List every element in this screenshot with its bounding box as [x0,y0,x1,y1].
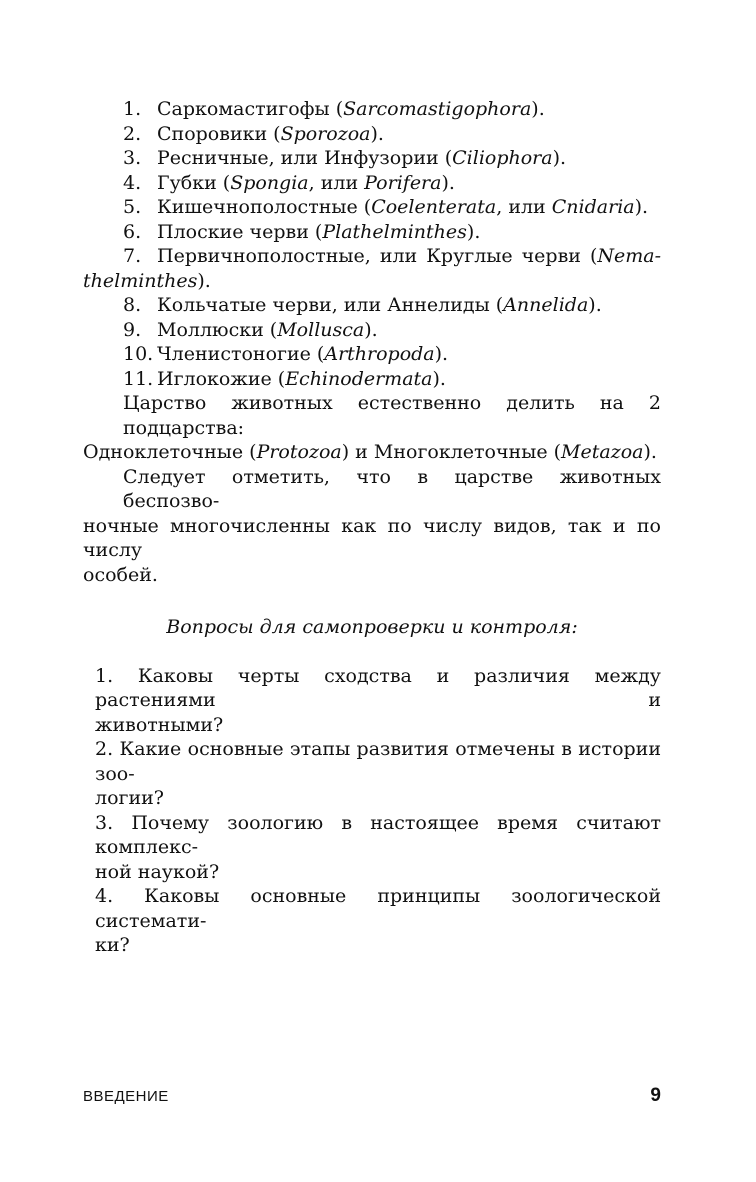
taxon-latin: Ciliophora [452,147,553,169]
taxon-latin: Spongia [230,171,309,194]
list-number: 11. [123,367,154,390]
taxon-name: Кольчатые черви, или Аннелиды [157,294,490,316]
taxa-list-item: 10. Членистоногие (Arthropoda). [123,343,449,365]
question-item [95,811,661,885]
paragraph-line [83,440,661,465]
running-footer-section: ВВЕДЕНИЕ [83,1088,169,1105]
taxon-latin: Annelida [503,294,589,316]
taxa-list-item: 1. Саркомастигофы (Sarcomastigophora). [123,98,545,120]
connector-word: или [508,196,546,218]
taxon-name: Споровики [157,122,268,145]
list-number: 1. [123,98,142,120]
questions-list [83,664,661,958]
taxon-latin: Echinodermata [285,367,433,390]
paragraph-line [83,465,661,514]
taxon-name: Членистоногие [157,343,311,365]
taxon-latin: Protozoa [256,441,342,463]
taxon-latin: Metazoa [561,441,644,463]
taxon-latin: Arthropoda [324,343,435,365]
questions-heading: Вопросы для самопроверки и контроля: [166,616,578,638]
taxon-name: Моллюски [157,318,264,341]
taxon-latin-continued: thelminthes [83,269,198,292]
page-footer [83,1085,661,1107]
taxa-list-item: 11. Иглокожие (Echinodermata). [123,367,446,390]
taxa-list-item: 2. Споровики (Sporozoa). [123,122,384,145]
list-number: 10. [123,343,154,365]
taxa-list-item: 5. Кишечнополостные (Coelenterata, или Cnidaria). [123,196,649,218]
taxon-latin-alt: Porifera [364,171,442,194]
list-number: 6. [123,220,142,243]
question-line: 3. Почему зоологию в настоящее время считают комплекс- [95,811,661,858]
taxon-latin-alt: Cnidaria [551,196,635,218]
taxon-name: Губки [157,171,217,194]
paragraph-text: Одноклеточные ( [83,441,257,463]
paragraph-text: Следует отметить, что в царстве животных беспозво- [123,465,661,512]
paragraph-line [83,391,661,440]
taxon-name: Плоские черви [157,220,309,243]
taxa-list-item: 7. Первичнополостные, или Круглые черви (Nema- [123,245,661,267]
list-number: 3. [123,147,142,169]
taxon-name: Кишечнополостные [157,196,358,218]
taxon-name: Ресничные, или Инфузории [157,147,439,169]
question-line: логии? [95,787,164,809]
taxa-list-item-continuation: thelminthes). [83,269,211,292]
taxon-name: Иглокожие [157,367,272,390]
paragraph-invertebrates [83,465,661,588]
list-number: 4. [123,171,142,194]
question-line: 4. Каковы основные принципы зоологической системати- [95,885,661,932]
question-line: ки? [95,934,130,956]
taxon-latin: Sarcomastigophora [343,98,532,120]
taxa-list-item: 9. Моллюски (Mollusca). [123,318,378,341]
paragraph-text: Царство животных естественно делить на 2 подцарства: [123,392,661,439]
taxa-list-item: 8. Кольчатые черви, или Аннелиды (Annelida). [123,294,602,316]
question-item [95,664,661,738]
taxon-latin: Mollusca [277,318,365,341]
list-number: 5. [123,196,142,218]
list-number: 2. [123,122,142,145]
list-number: 7. [123,245,142,267]
paragraph-line: особей. [83,563,158,586]
paragraph-text: ) и Многоклеточные ( [341,441,562,463]
page-content [83,97,661,958]
taxa-list-item: 4. Губки (Spongia, или Porifera). [123,171,455,194]
question-line: 1. Каковы черты сходства и различия между растениями и [95,664,661,711]
list-number: 8. [123,294,142,316]
taxa-list-item: 6. Плоские черви (Plathelminthes). [123,220,481,243]
question-item [95,737,661,811]
connector-word: или [320,171,359,194]
taxon-latin: Plathelminthes [322,220,467,243]
taxa-list-item: 3. Ресничные, или Инфузории (Ciliophora). [123,147,567,169]
paragraph-subkingdoms [83,391,661,465]
paragraph-text: ). [643,441,657,463]
taxon-name: Саркомастигофы [157,98,330,120]
question-line: животными? [95,713,224,736]
question-line: ной наукой? [95,860,220,883]
list-number: 9. [123,318,142,341]
taxon-latin: Sporozoa [280,122,371,145]
paragraph-line: ночные многочисленны как по числу видов, так и по числу [83,514,661,561]
question-line: 2. Какие основные этапы развития отмечены в истории зоо- [95,738,661,785]
taxon-name: Первичнополостные, или Круглые черви [157,245,581,267]
taxon-latin: Coelenterata [371,196,497,218]
taxon-latin: Nema- [597,245,661,267]
question-item [95,884,661,958]
page-number: 9 [650,1085,661,1106]
